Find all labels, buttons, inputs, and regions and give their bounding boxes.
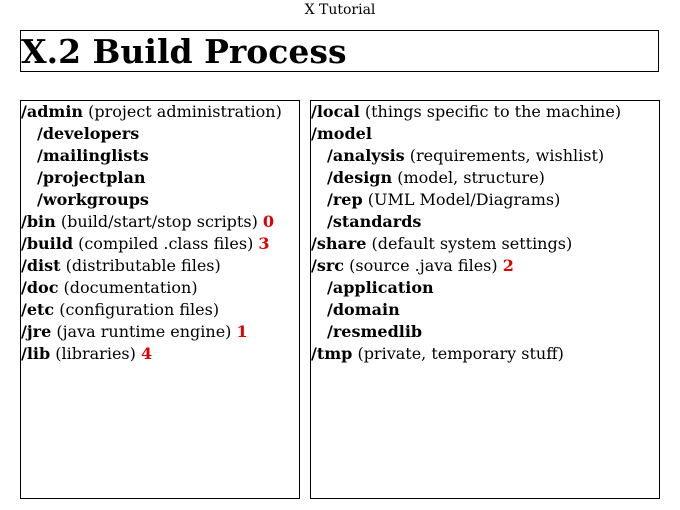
- step-number-badge: 1: [236, 322, 248, 341]
- directory-path: /mailinglists: [37, 146, 149, 165]
- directory-entry: [21, 101, 299, 123]
- right-directory-list: [311, 101, 659, 365]
- directory-entry: [21, 343, 299, 365]
- directory-entry: [21, 167, 299, 189]
- step-number-badge: 4: [140, 344, 153, 363]
- directory-description: (build/start/stop scripts): [55, 212, 263, 231]
- right-directory-panel: [310, 100, 660, 499]
- directory-description: (project administration): [83, 102, 282, 121]
- directory-entry: [311, 321, 659, 343]
- directory-path: /tmp: [311, 344, 353, 363]
- directory-entry: [21, 145, 299, 167]
- step-number-badge: 3: [258, 234, 270, 253]
- directory-description: (UML Model/Diagrams): [362, 190, 561, 209]
- directory-entry: [311, 101, 659, 123]
- directory-path: /build: [21, 234, 74, 253]
- left-directory-list: [21, 101, 299, 365]
- directory-entry: [311, 233, 659, 255]
- directory-entry: [311, 277, 659, 299]
- directory-entry: [311, 299, 659, 321]
- directory-entry: [311, 211, 659, 233]
- directory-entry: [311, 145, 659, 167]
- directory-description: (libraries): [50, 344, 141, 363]
- slide-title-box: [20, 30, 659, 72]
- directory-entry: [311, 167, 659, 189]
- directory-description: (configuration files): [54, 300, 220, 319]
- directory-entry: [21, 255, 299, 277]
- directory-entry: [311, 189, 659, 211]
- directory-description: (distributable files): [60, 256, 221, 275]
- directory-entry: [21, 123, 299, 145]
- directory-entry: [21, 299, 299, 321]
- directory-path: /local: [311, 102, 360, 121]
- directory-entry: [21, 233, 299, 255]
- directory-path: /domain: [327, 300, 400, 319]
- directory-path: /projectplan: [37, 168, 146, 187]
- directory-path: /standards: [327, 212, 422, 231]
- directory-path: /admin: [21, 102, 84, 121]
- directory-path: /etc: [21, 300, 55, 319]
- directory-description: (source .java files): [344, 256, 503, 275]
- step-number-badge: 0: [262, 212, 275, 231]
- left-directory-panel: [20, 100, 300, 499]
- slide-title: X.2 Build Process: [21, 32, 347, 71]
- directory-path: /application: [327, 278, 434, 297]
- step-number-badge: 2: [502, 256, 514, 275]
- directory-entry: [21, 321, 299, 343]
- directory-path: /workgroups: [37, 190, 149, 209]
- directory-path: /bin: [21, 212, 56, 231]
- directory-description: (private, temporary stuff): [352, 344, 564, 363]
- directory-path: /dist: [21, 256, 61, 275]
- directory-description: (default system settings): [366, 234, 573, 253]
- directory-path: /developers: [37, 124, 140, 143]
- page-header: X Tutorial: [304, 2, 376, 18]
- directory-description: (compiled .class files): [73, 234, 259, 253]
- directory-path: /lib: [21, 344, 51, 363]
- directory-description: (documentation): [58, 278, 198, 297]
- directory-entry: [311, 255, 659, 277]
- directory-path: /rep: [327, 190, 363, 209]
- directory-entry: [21, 277, 299, 299]
- directory-path: /src: [311, 256, 345, 275]
- directory-entry: [21, 211, 299, 233]
- directory-path: /analysis: [327, 146, 405, 165]
- directory-description: (things specific to the machine): [359, 102, 622, 121]
- directory-entry: [311, 343, 659, 365]
- directory-entry: [21, 189, 299, 211]
- directory-description: (java runtime engine): [51, 322, 237, 341]
- directory-path: /jre: [21, 322, 52, 341]
- directory-path: /resmedlib: [327, 322, 423, 341]
- directory-path: /design: [327, 168, 393, 187]
- directory-description: (model, structure): [392, 168, 545, 187]
- directory-description: (requirements, wishlist): [404, 146, 605, 165]
- directory-path: /doc: [21, 278, 59, 297]
- directory-path: /model: [311, 124, 372, 143]
- directory-entry: [311, 123, 659, 145]
- directory-path: /share: [311, 234, 367, 253]
